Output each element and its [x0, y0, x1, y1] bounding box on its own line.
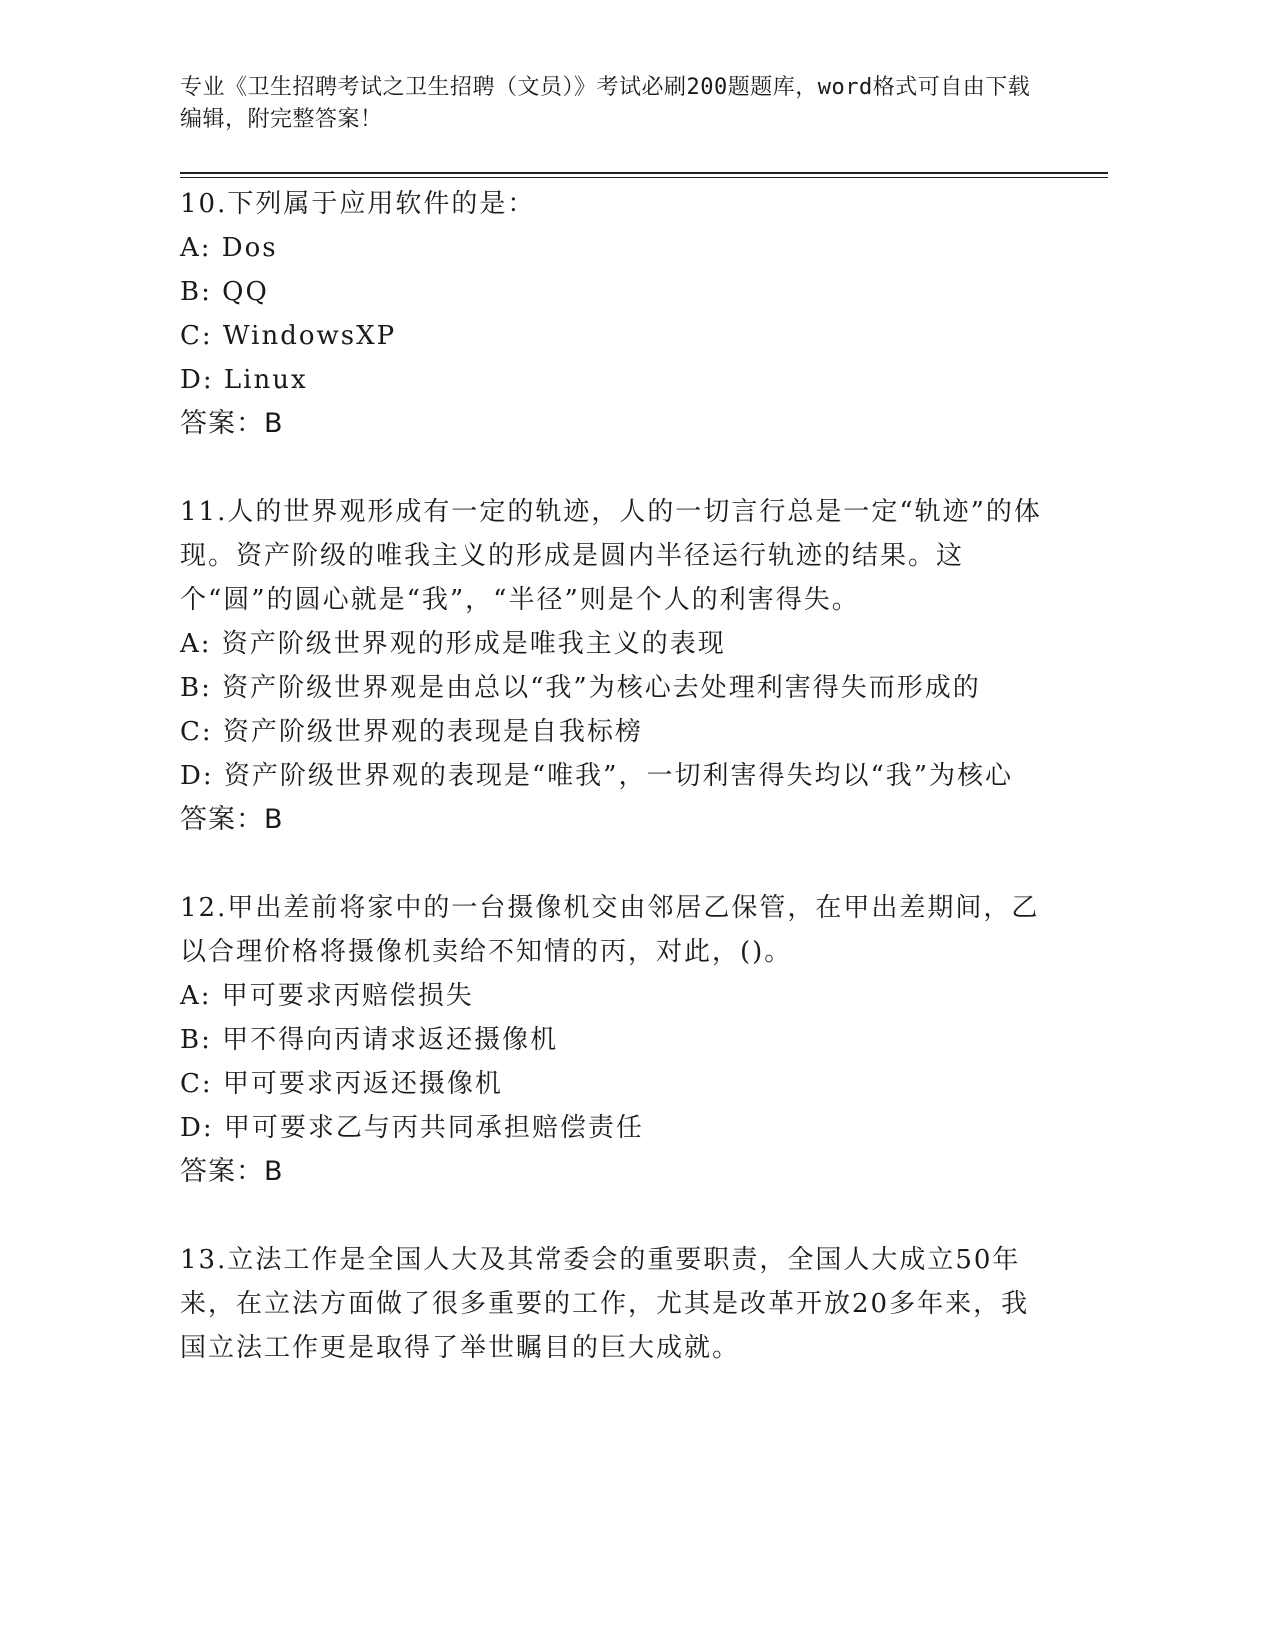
option-c: C: 资产阶级世界观的表现是自我标榜: [180, 717, 643, 747]
option-c: C: 甲可要求丙返还摄像机: [180, 1069, 503, 1099]
option-a: A: 资产阶级世界观的形成是唯我主义的表现: [180, 629, 726, 659]
option-c: C: WindowsXP: [180, 321, 397, 351]
header-rule-thick: [180, 172, 1108, 174]
question-stem: 13.立法工作是全国人大及其常委会的重要职责，全国人大成立50年来，在立法方面做了很多重要的工作，尤其是改革开放20多年来，我国立法工作更是取得了举世瞩目的巨大成就。: [180, 1245, 1030, 1363]
header-rule-thin: [180, 177, 1108, 178]
option-a: A: 甲可要求丙赔偿损失: [180, 981, 474, 1011]
question-list: [180, 182, 1050, 1370]
option-d: D: 甲可要求乙与丙共同承担赔偿责任: [180, 1113, 644, 1143]
option-d: D: Linux: [180, 365, 308, 395]
option-a: A: Dos: [180, 233, 278, 263]
answer: 答案：B: [180, 804, 284, 835]
question-10: [180, 182, 1050, 446]
spacer: [180, 446, 1050, 490]
spacer: [180, 1194, 1050, 1238]
option-b: B: 资产阶级世界观是由总以“我”为核心去处理利害得失而形成的: [180, 673, 981, 703]
question-stem: 11.人的世界观形成有一定的轨迹，人的一切言行总是一定“轨迹”的体现。资产阶级的唯我主义的形成是圆内半径运行轨迹的结果。这个“圆”的圆心就是“我”，“半径”则是个人的利害得失。: [180, 497, 1042, 615]
question-11: [180, 490, 1050, 842]
question-13: [180, 1238, 1050, 1370]
option-d: D: 资产阶级世界观的表现是“唯我”，一切利害得失均以“我”为核心: [180, 761, 1014, 791]
spacer: [180, 842, 1050, 886]
question-stem: 10.下列属于应用软件的是：: [180, 189, 536, 219]
option-b: B: QQ: [180, 277, 269, 307]
answer: 答案：B: [180, 1156, 284, 1187]
answer: 答案：B: [180, 408, 284, 439]
question-stem: 12.甲出差前将家中的一台摄像机交由邻居乙保管，在甲出差期间，乙以合理价格将摄像机卖给不知情的丙，对此，()。: [180, 893, 1040, 967]
option-b: B: 甲不得向丙请求返还摄像机: [180, 1025, 559, 1055]
document-header: 专业《卫生招聘考试之卫生招聘（文员）》考试必刷200题题库，word格式可自由下载编辑，附完整答案！: [180, 75, 1031, 132]
question-12: [180, 886, 1050, 1194]
